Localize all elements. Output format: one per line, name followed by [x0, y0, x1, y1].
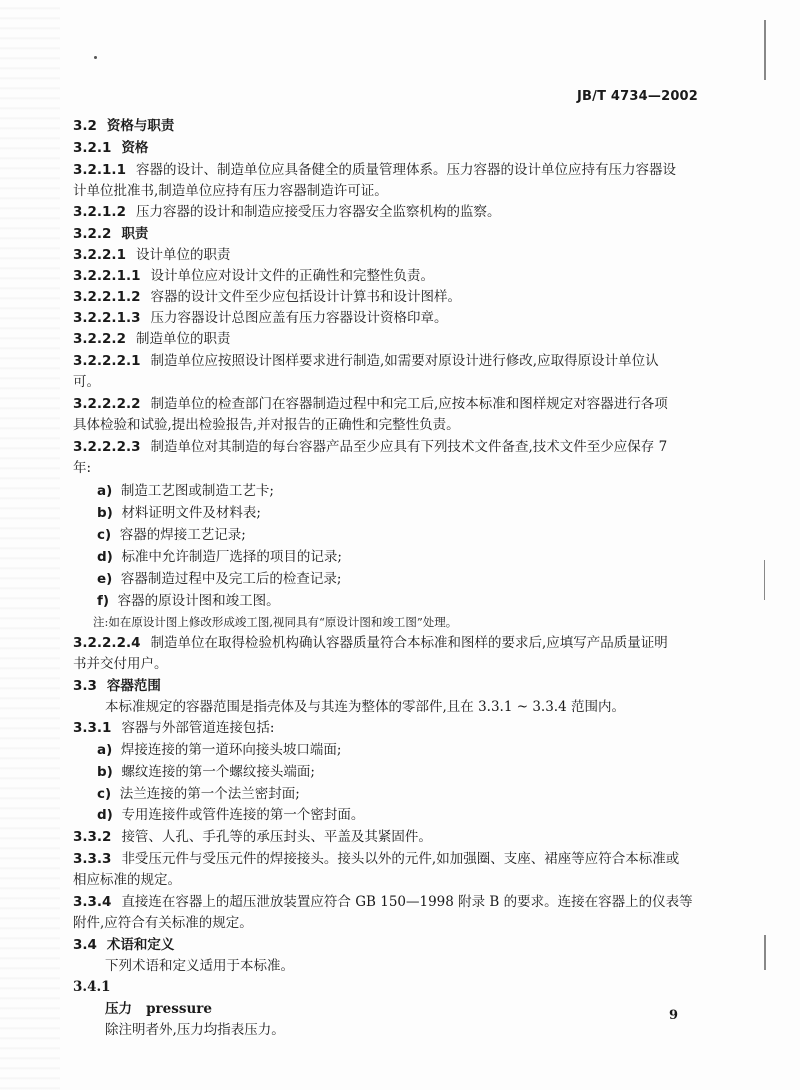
section-3-3-intro: 本标准规定的容器范围是指壳体及与其连为整体的零部件,且在 3.3.1 ~ 3.3.4 范围内。: [105, 699, 625, 715]
list-item: f) 容器的原设计图和竣工图。: [97, 593, 280, 609]
section-heading-3-2: 3.2 资格与职责: [73, 118, 175, 134]
section-heading-3-4: 3.4 术语和定义: [73, 937, 175, 953]
scan-edge-mark: [764, 560, 765, 600]
scan-edge-mark: [764, 935, 766, 970]
clause-note: 注:如在原设计图上修改形成竣工图,视同具有“原设计图和竣工图”处理。: [93, 615, 458, 629]
clause-3-2-2-1-1: 3.2.2.1.1 设计单位应对设计文件的正确性和完整性负责。: [73, 268, 434, 284]
list-item: b) 材料证明文件及材料表;: [97, 505, 261, 521]
clause-3-2-1-1-line1: 3.2.1.1 容器的设计、制造单位应具备健全的质量管理体系。压力容器的设计单位应持有压力容器设: [73, 162, 676, 178]
section-heading-3-3: 3.3 容器范围: [73, 678, 161, 694]
scan-speck: [94, 56, 97, 59]
term-number-3-4-1: 3.4.1: [73, 979, 111, 995]
list-item: d) 标准中允许制造厂选择的项目的记录;: [97, 549, 342, 565]
clause-3-3-3-line1: 3.3.3 非受压元件与受压元件的焊接接头。接头以外的元件,如加强圈、支座、裙座等应符合本标准或: [73, 851, 680, 867]
clause-3-2-2-1-2: 3.2.2.1.2 容器的设计文件至少应包括设计计算书和设计图样。: [73, 289, 461, 305]
clause-3-2-2-2-4-line2: 书并交付用户。: [73, 656, 168, 672]
list-item: a) 制造工艺图或制造工艺卡;: [97, 483, 274, 499]
section-heading-3-2-2: 3.2.2 职责: [73, 226, 149, 242]
clause-3-3-4-line1: 3.3.4 直接连在容器上的超压泄放装置应符合 GB 150—1998 附录 B 的要求。连接在容器上的仪表等: [73, 894, 693, 910]
clause-3-2-2-2-1-line2: 可。: [73, 374, 100, 390]
clause-3-2-1-1-line2: 计单位批准书,制造单位应持有压力容器制造许可证。: [73, 183, 388, 199]
section-3-4-intro: 下列术语和定义适用于本标准。: [105, 958, 294, 974]
list-item: e) 容器制造过程中及完工后的检查记录;: [97, 571, 342, 587]
list-item: c) 容器的焊接工艺记录;: [97, 527, 246, 543]
section-heading-3-2-2-2: 3.2.2.2 制造单位的职责: [73, 331, 231, 347]
list-item: d) 专用连接件或管件连接的第一个密封面。: [97, 807, 365, 823]
clause-3-3-1: 3.3.1 容器与外部管道连接包括:: [73, 720, 275, 736]
clause-3-2-1-2: 3.2.1.2 压力容器的设计和制造应接受压力容器安全监察机构的监察。: [73, 204, 501, 220]
section-heading-3-2-2-1: 3.2.2.1 设计单位的职责: [73, 247, 231, 263]
clause-3-2-2-1-3: 3.2.2.1.3 压力容器设计总图应盖有压力容器设计资格印章。: [73, 310, 448, 326]
list-item: c) 法兰连接的第一个法兰密封面;: [97, 786, 300, 802]
clause-3-2-2-2-2-line2: 具体检验和试验,提出检验报告,并对报告的正确性和完整性负责。: [73, 417, 460, 433]
clause-3-2-2-2-4-line1: 3.2.2.2.4 制造单位在取得检验机构确认容器质量符合本标准和图样的要求后,应填写产品质量证明: [73, 635, 668, 651]
clause-3-2-2-2-2-line1: 3.2.2.2.2 制造单位的检查部门在容器制造过程中和完工后,应按本标准和图样规定对容器进行各项: [73, 396, 668, 412]
clause-3-2-2-2-1-line1: 3.2.2.2.1 制造单位应按照设计图样要求进行制造,如需要对原设计进行修改,应取得原设计单位认: [73, 353, 659, 369]
page-number: 9: [669, 1008, 679, 1023]
scan-edge-mark: [764, 20, 766, 80]
list-item: b) 螺纹连接的第一个螺纹接头端面;: [97, 764, 315, 780]
standard-code-header: JB/T 4734—2002: [577, 89, 699, 104]
term-definition: 除注明者外,压力均指表压力。: [105, 1022, 285, 1038]
section-heading-3-2-1: 3.2.1 资格: [73, 140, 149, 156]
scan-noise-left: [0, 0, 60, 1090]
list-item: a) 焊接连接的第一道环向接头坡口端面;: [97, 742, 342, 758]
term-heading: 压力 pressure: [105, 1001, 212, 1017]
clause-3-3-2: 3.3.2 接管、人孔、手孔等的承压封头、平盖及其紧固件。: [73, 829, 432, 845]
clause-3-3-4-line2: 附件,应符合有关标准的规定。: [73, 915, 253, 931]
clause-3-2-2-2-3-line2: 年:: [73, 460, 92, 476]
clause-3-3-3-line2: 相应标准的规定。: [73, 872, 181, 888]
clause-3-2-2-2-3-line1: 3.2.2.2.3 制造单位对其制造的每台容器产品至少应具有下列技术文件备查,技术文件至少应保存 7: [73, 439, 668, 455]
